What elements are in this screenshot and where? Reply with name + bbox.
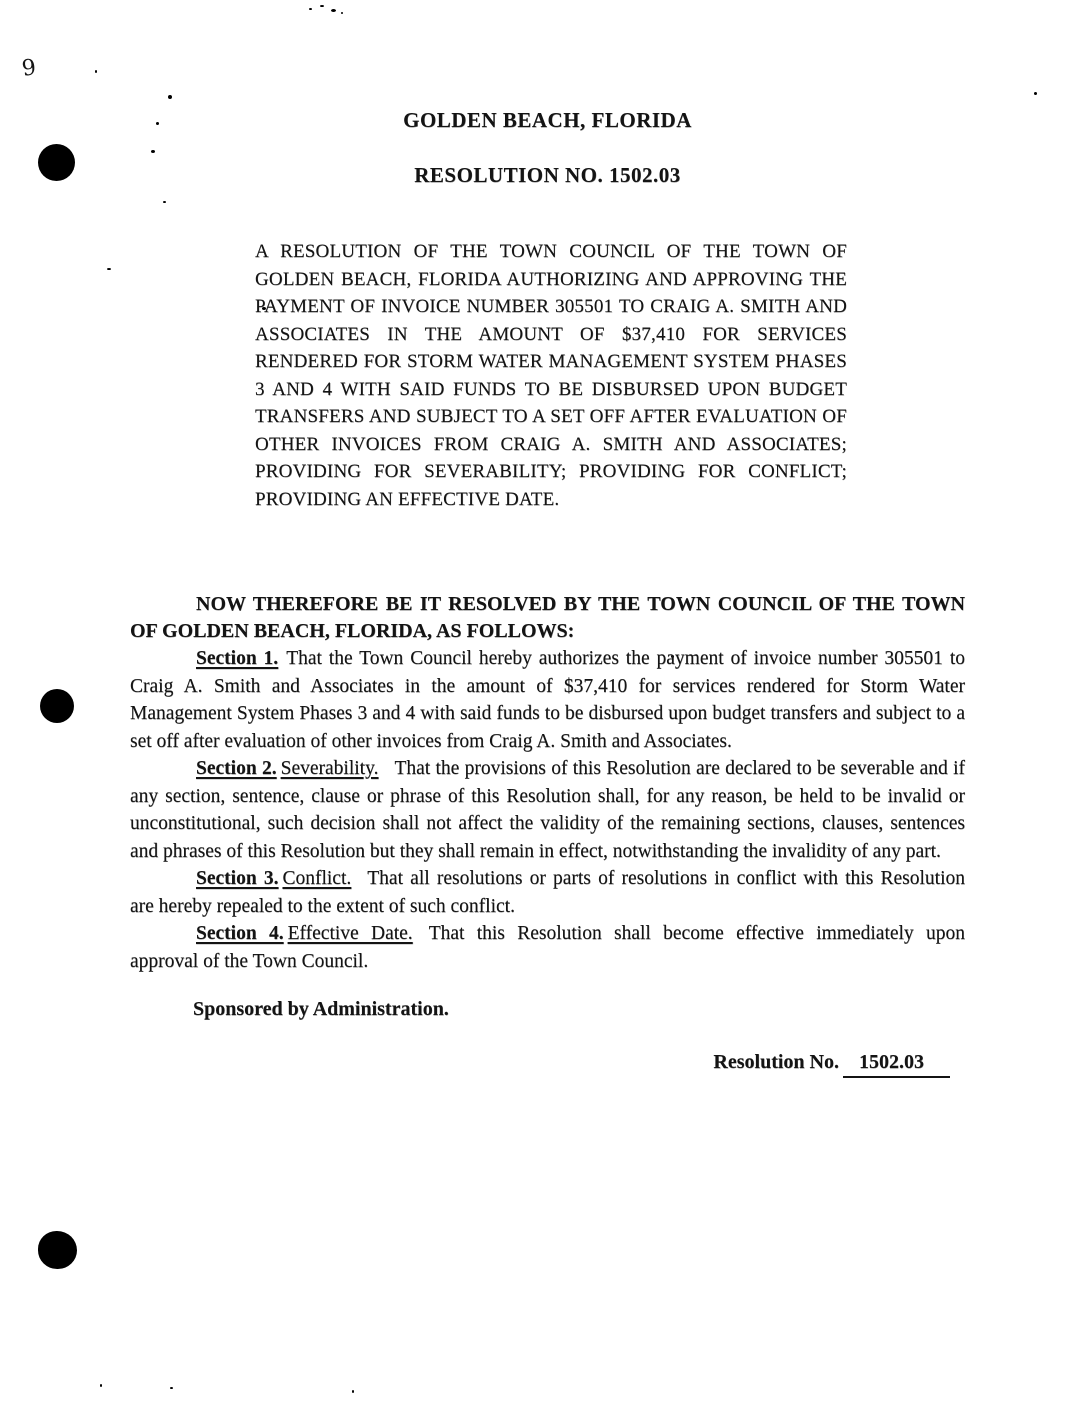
scan-speck [100, 1384, 102, 1387]
section-4-body: That this Resolution shall become effective immediately upon approval of the Town Council. [130, 923, 965, 972]
resolution-number-title: RESOLUTION NO. 1502.03 [414, 163, 681, 187]
section-1 [130, 645, 965, 755]
section-4-heading: Effective Date. [287, 923, 413, 944]
scan-speck [341, 12, 343, 14]
scan-speck [320, 5, 324, 7]
section-3-body: That all resolutions or parts of resolutions in conflict with this Resolution are hereby repealed to the extent of such conflict. [130, 868, 965, 917]
section-4-label: Section 4. [196, 923, 284, 944]
footer-resolution-label: Resolution No. [713, 1051, 839, 1073]
section-3-heading: Conflict. [282, 868, 352, 889]
document-content [130, 108, 965, 1078]
scan-speck [168, 95, 172, 99]
footer-resolution-value: 1502.03 [843, 1051, 950, 1078]
resolution-preamble: A RESOLUTION OF THE TOWN COUNCIL OF THE TOWN OF GOLDEN BEACH, FLORIDA AUTHORIZING AND APPROVING THE PAYMENT OF INVOICE NUMBER 305501 TO CRAIG A. SMITH AND ASSOCIATES IN THE AMOUNT OF $37,410 FOR SERVICES RENDERED FOR STORM WATER MANAGEMENT SYSTEM PHASES 3 AND 4 WITH SAID FUNDS TO BE DISBURSED UPON BUDGET TRANSFERS AND SUBJECT TO A SET OFF AFTER EVALUATION OF OTHER INVOICES FROM CRAIG A. SMITH AND ASSOCIATES; PROVIDING FOR SEVERABILITY; PROVIDING FOR CONFLICT; PROVIDING AN EFFECTIVE DATE. [255, 241, 847, 510]
pen-squiggle-mark: 9 [20, 55, 38, 82]
section-2-label: Section 2. [196, 758, 277, 779]
scan-speck [1034, 92, 1037, 95]
section-2-heading: Severability. [280, 758, 379, 779]
scan-speck [95, 70, 97, 73]
section-1-label: Section 1. [196, 648, 279, 669]
punch-hole-mark [40, 689, 74, 723]
document-title: GOLDEN BEACH, FLORIDA [403, 108, 692, 132]
section-4 [130, 920, 965, 975]
scan-speck [331, 9, 336, 12]
section-1-body: That the Town Council hereby authorizes the payment of invoice number 305501 to Craig A. Smith and Associates in the amount of $37,410 for services rendered for Storm Water Management System Phases 3 and 4 with said funds to be disbursed upon budget transfers and subject to a set off after evaluation of other invoices from Craig A. Smith and Associates. [130, 648, 965, 752]
section-2-body: That the provisions of this Resolution are declared to be severable and if any section, sentence, clause or phrase of this Resolution shall, for any reason, be held to be invalid or unconstitutional, such decision shall not affect the validity of the remaining sections, clauses, sentences and phrases of this Resolution but they shall remain in effect, notwithstanding the invalidity of any part. [130, 758, 965, 862]
sponsor-line: Sponsored by Administration. [193, 998, 449, 1020]
punch-hole-mark [38, 144, 75, 181]
footer-resolution-number [130, 1051, 950, 1078]
scan-speck [107, 268, 111, 270]
punch-hole-mark [38, 1231, 77, 1269]
section-3-label: Section 3. [196, 868, 279, 889]
section-3 [130, 865, 965, 920]
scan-speck [352, 1390, 354, 1393]
scan-speck [309, 8, 312, 10]
scan-speck [170, 1387, 173, 1389]
section-2 [130, 755, 965, 865]
resolved-clause: NOW THEREFORE BE IT RESOLVED BY THE TOWN COUNCIL OF THE TOWN OF GOLDEN BEACH, FLORIDA, AS FOLLOWS: [130, 593, 965, 642]
